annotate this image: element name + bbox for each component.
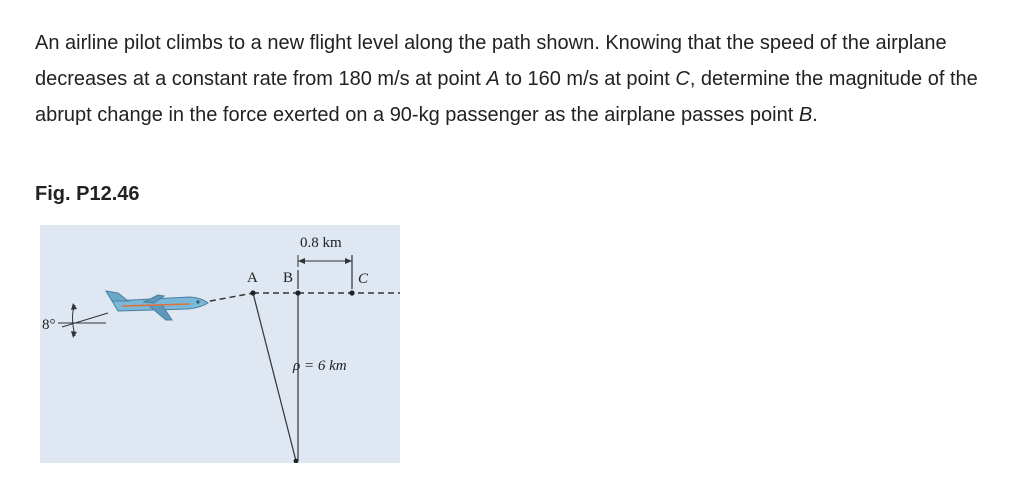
airplane-icon [106,291,208,320]
flight-path-diagram [40,225,400,463]
angle-inclined-line [62,313,108,327]
problem-text-part-2: to 160 m/s at point [499,68,676,90]
point-a-marker [250,290,255,295]
angle-arrow-top [71,303,77,310]
point-c-label: C [358,271,369,287]
radius-label: ρ = 6 km [293,358,347,374]
angle-label: 8° [42,317,56,333]
point-a-reference: A [486,68,500,90]
figure-caption: Fig. P12.46 [35,183,140,205]
problem-text-part-4: . [812,104,818,126]
radius-line-a [253,293,296,461]
point-b-label: B [283,270,294,286]
distance-label: 0.8 km [300,235,342,251]
point-b-reference: B [798,104,813,126]
figure-p12-46 [40,225,400,463]
distance-arrow-right [345,258,352,264]
climb-path-line [200,293,253,303]
point-c-reference: C [675,68,690,90]
problem-text-part-1: An airline pilot climbs to a new flight level along the path shown. Knowing that the speed of the airplane decreases at a constant rate from 180 m/s at point [35,32,947,90]
point-c-marker [349,290,354,295]
problem-statement [35,25,995,133]
distance-arrow-left [298,258,305,264]
point-a-label: A [247,270,258,286]
angle-arrow-bottom [71,331,77,338]
point-b-marker [295,290,300,295]
problem-text-part-3: , determine the magnitude of the abrupt change in the force exerted on a 90-kg passenger as the airplane passes point [35,68,978,126]
